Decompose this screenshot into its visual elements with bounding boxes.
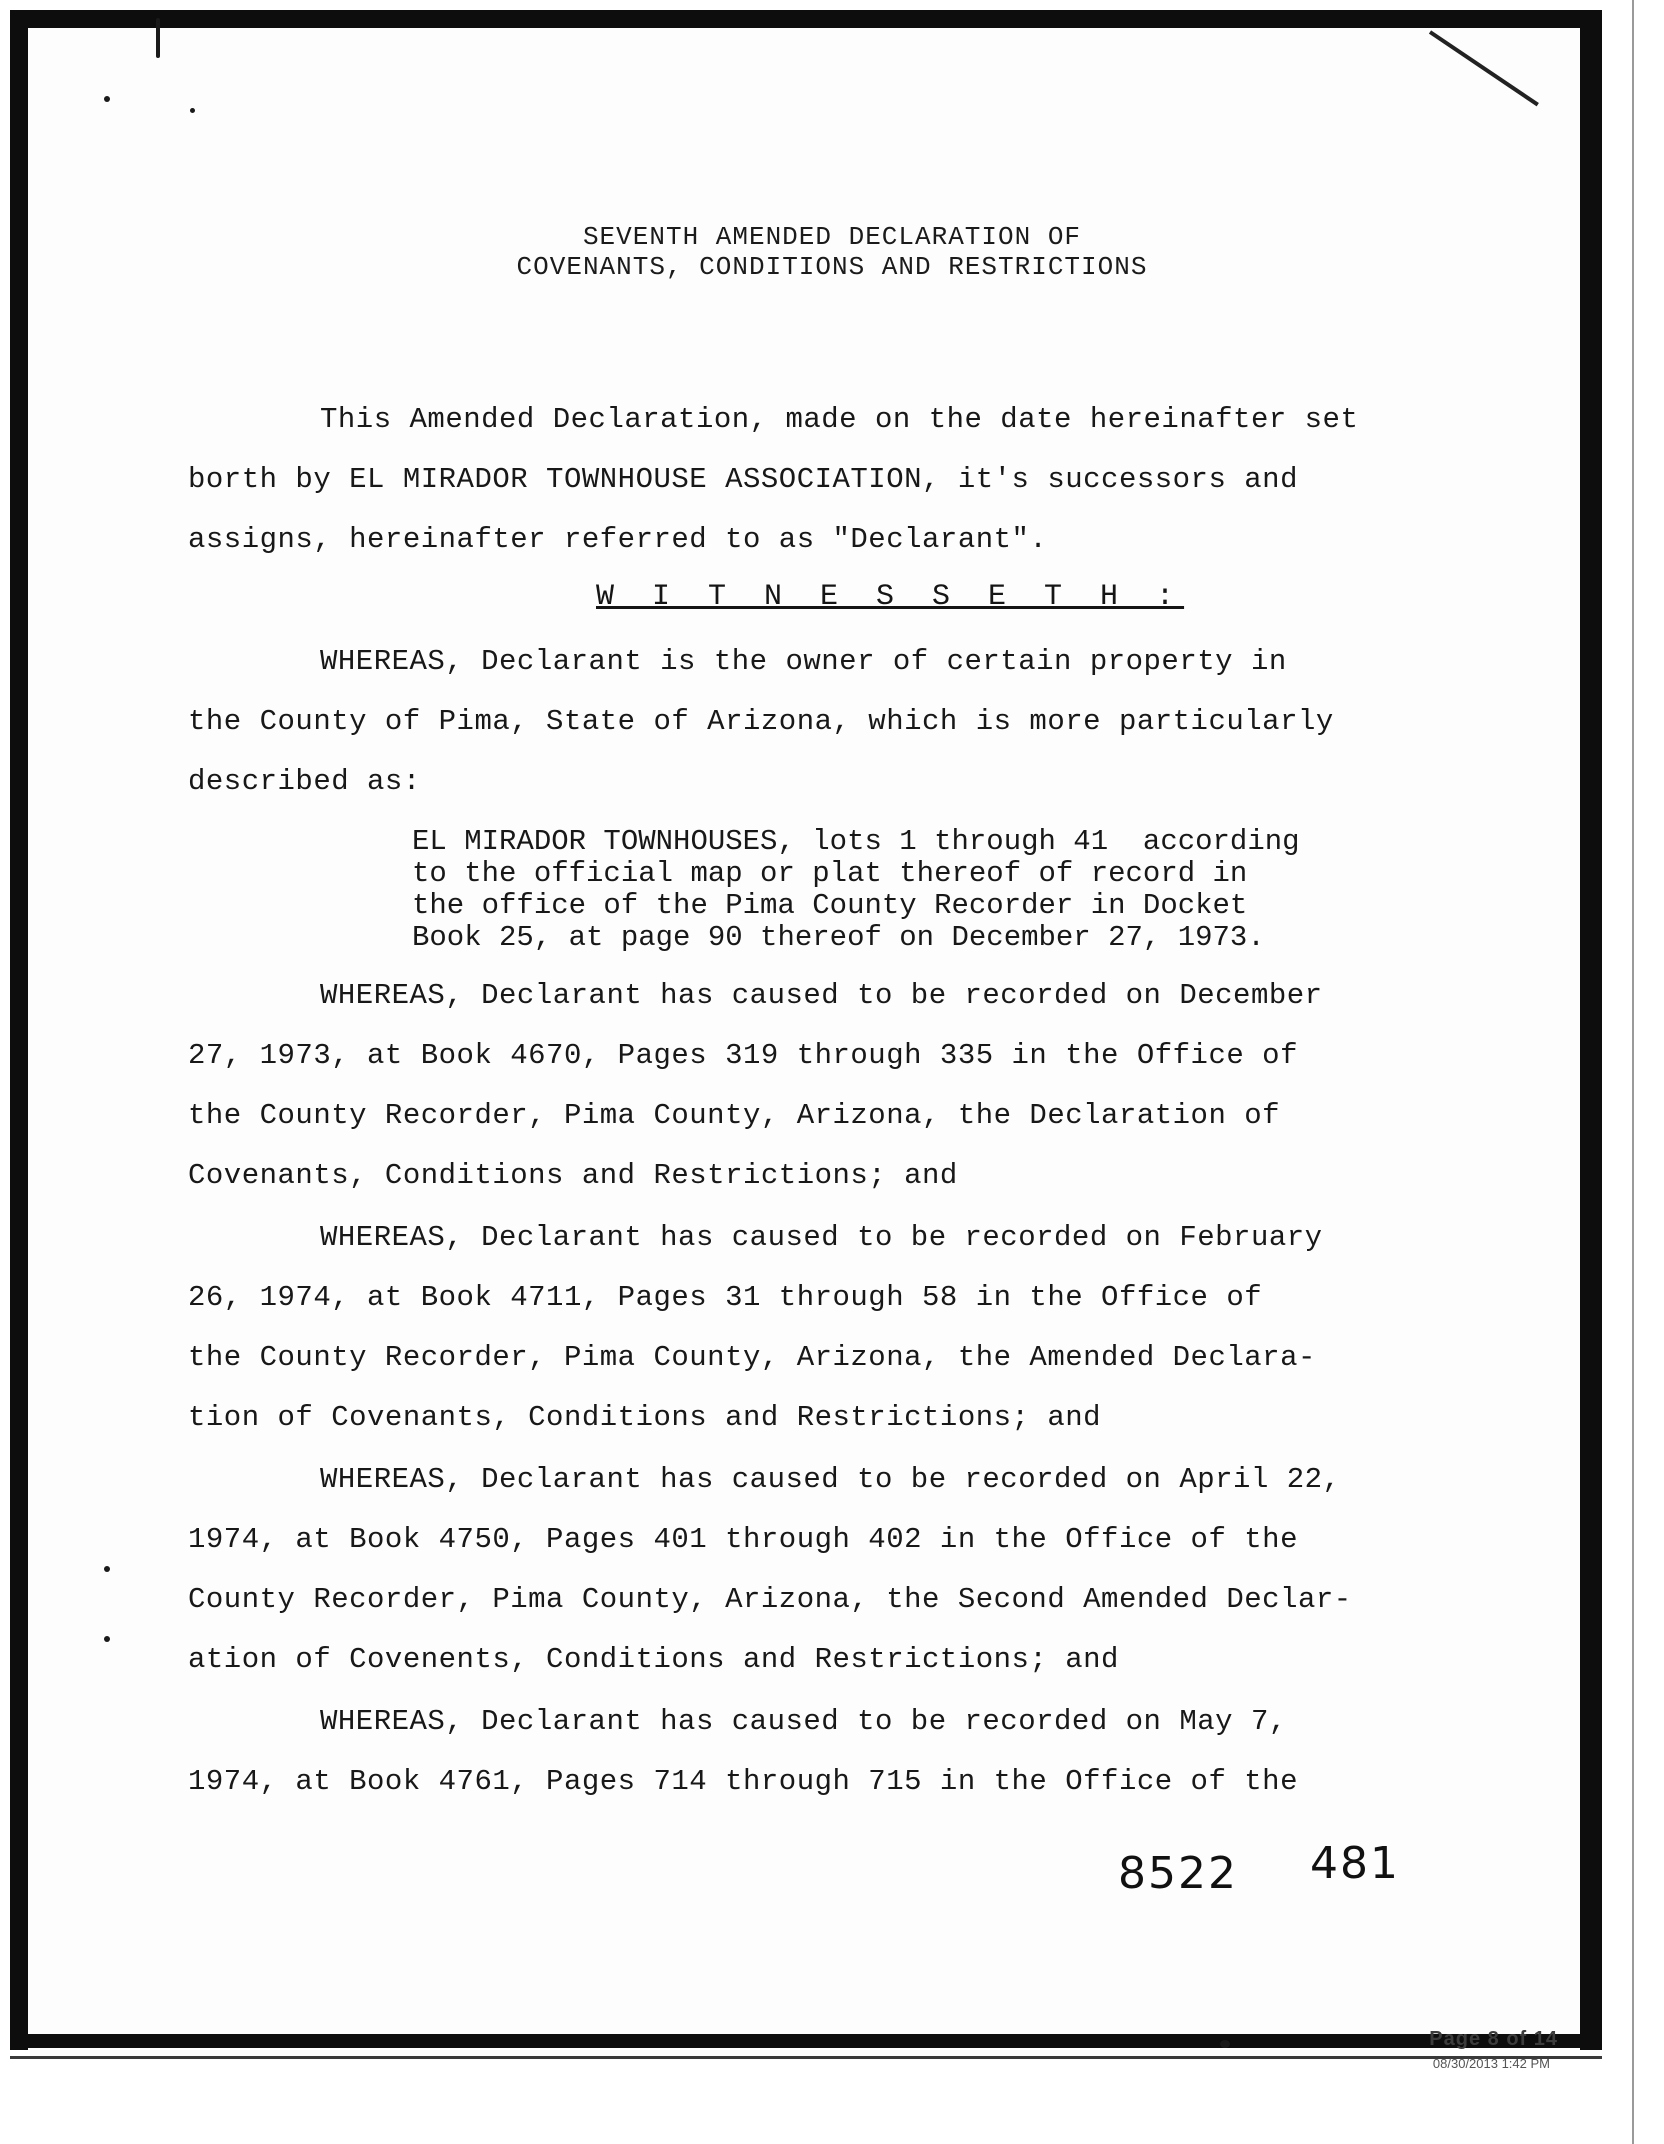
whereas-line: WHEREAS, Declarant is the owner of certain property in [320,645,1287,678]
whereas-line: WHEREAS, Declarant has caused to be recorded on April 22, [320,1463,1341,1496]
scan-border-bottom-rule [10,2056,1602,2059]
scan-border-top [10,10,1602,28]
whereas-line: described as: [188,765,421,798]
scan-border-right [1580,10,1602,2050]
whereas-line: Covenants, Conditions and Restrictions; and [188,1159,958,1192]
whereas-line: the County Recorder, Pima County, Arizona, the Declaration of [188,1099,1281,1132]
document-title-line-1: SEVENTH AMENDED DECLARATION OF [582,222,1082,252]
scan-speck [104,96,110,102]
whereas-line: 1974, at Book 4761, Pages 714 through 715 in the Office of the [188,1765,1298,1798]
property-description-line: to the official map or plat thereof of record in [412,857,1248,890]
whereas-line: County Recorder, Pima County, Arizona, the Second Amended Declar- [188,1583,1352,1616]
whereas-line: 27, 1973, at Book 4670, Pages 319 through 335 in the Office of [188,1039,1298,1072]
intro-line: borth by EL MIRADOR TOWNHOUSE ASSOCIATION, it's successors and [188,463,1298,496]
recording-datetime-stamp: 08/30/2013 1:42 PM [1432,2056,1550,2071]
property-description-line: Book 25, at page 90 thereof on December 27, 1973. [412,921,1265,954]
witnesseth-heading: W I T N E S S E T H : [596,580,1185,614]
intro-line: This Amended Declaration, made on the date hereinafter set [320,403,1359,436]
intro-line: assigns, hereinafter referred to as "Declarant". [188,523,1048,556]
whereas-line: 26, 1974, at Book 4711, Pages 31 through 58 in the Office of [188,1281,1263,1314]
scan-edge-line [1632,0,1634,2144]
page-count-stamp: Page 8 of 14 [1429,2028,1558,2050]
property-description-line: EL MIRADOR TOWNHOUSES, lots 1 through 41 according [412,825,1300,858]
whereas-line: WHEREAS, Declarant has caused to be recorded on May 7, [320,1705,1287,1738]
whereas-line: ation of Covenents, Conditions and Restrictions; and [188,1643,1119,1676]
recording-page-number: 481 [1310,1838,1400,1889]
whereas-line: WHEREAS, Declarant has caused to be recorded on February [320,1221,1323,1254]
whereas-line: WHEREAS, Declarant has caused to be recorded on December [320,979,1323,1012]
recording-docket-number: 8522 [1118,1848,1238,1899]
whereas-line: the County of Pima, State of Arizona, which is more particularly [188,705,1334,738]
property-description-line: the office of the Pima County Recorder in Docket [412,889,1248,922]
whereas-line: tion of Covenants, Conditions and Restrictions; and [188,1401,1102,1434]
scan-border-bottom [10,2034,1602,2048]
scan-speck [156,18,160,58]
scan-speck [104,1636,110,1642]
document-title-line-2: COVENANTS, CONDITIONS AND RESTRICTIONS [516,252,1148,282]
scan-border-left [10,10,28,2050]
scan-speck [104,1566,110,1572]
whereas-line: 1974, at Book 4750, Pages 401 through 402 in the Office of the [188,1523,1298,1556]
whereas-line: the County Recorder, Pima County, Arizona, the Amended Declara- [188,1341,1316,1374]
scan-speck [190,108,195,113]
scan-speck [1220,2040,1230,2048]
